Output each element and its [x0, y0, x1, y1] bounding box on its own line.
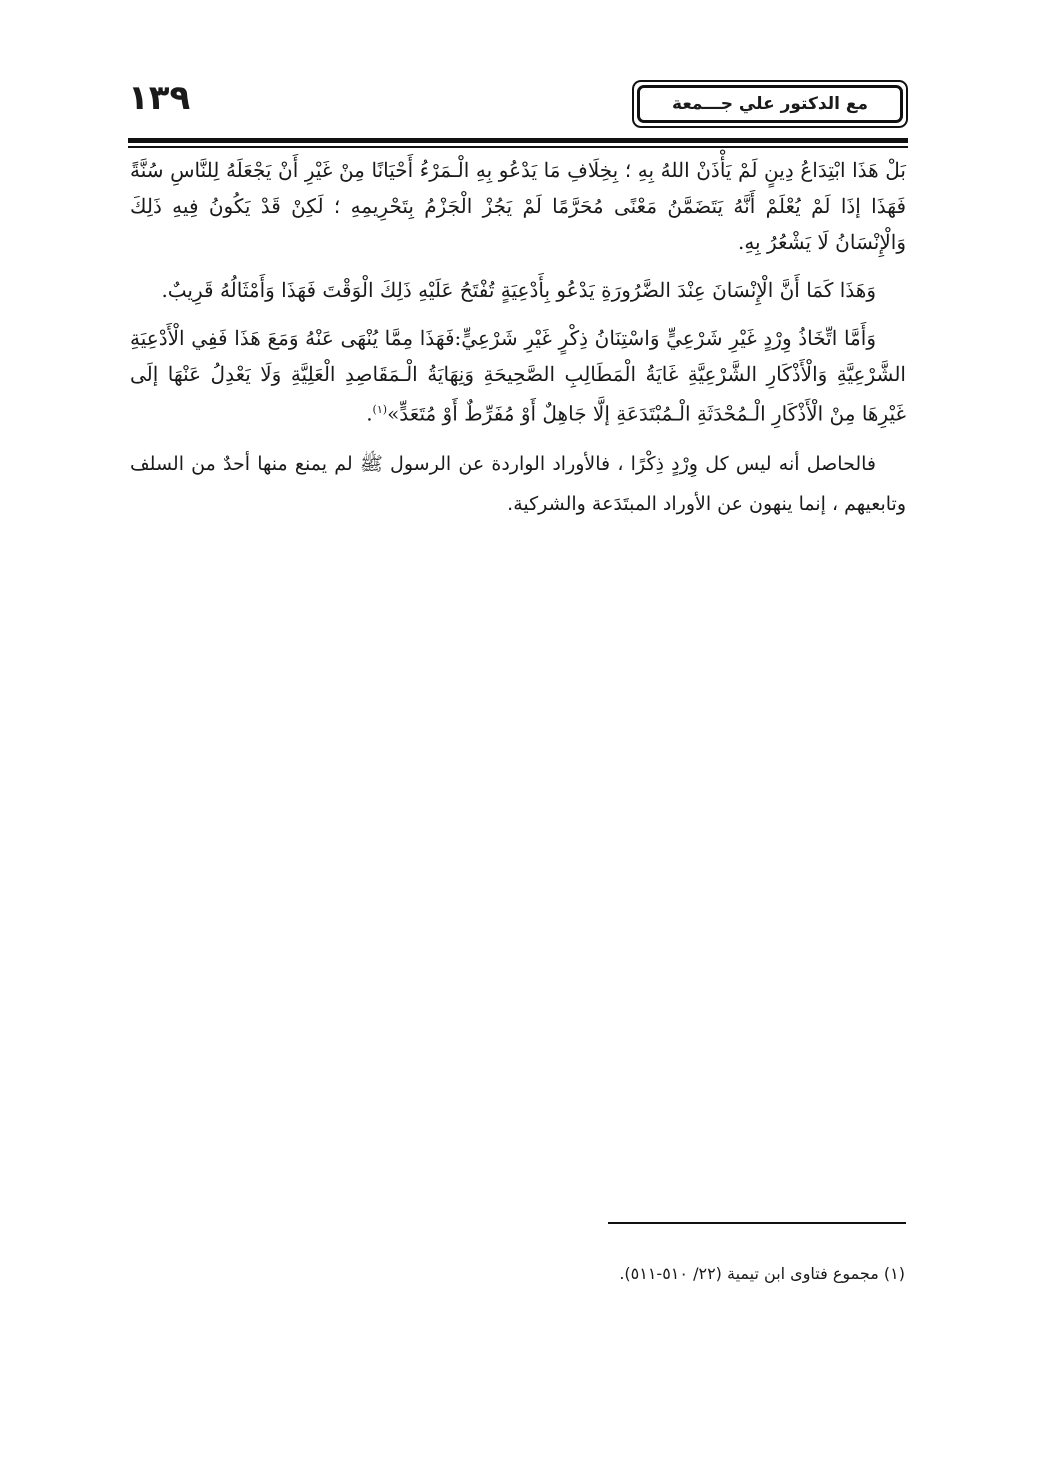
footnote-separator — [608, 1222, 906, 1224]
paragraph-3-text: وَأَمَّا اتِّخَاذُ وِرْدٍ غَيْرِ شَرْعِيٍّ وَاسْتِنَانُ ذِكْرٍ غَيْرِ شَرْعِيٍّ:فَهَذَا مِمَّا يُنْهَى عَنْهُ وَمَعَ هَذَا فَفِي الْأَدْعِيَةِ الشَّرْعِيَّةِ وَالْأَذْكَارِ الشَّرْعِيَّةِ غَايَةُ الْمَطَالِبِ الصَّحِيحَةِ وَنِهَايَةُ الْـمَقَاصِدِ الْعَلِيَّةِ وَلَا يَعْدِلُ عَنْهَا إلَى غَيْرِهَا مِنْ الْأَذْكَارِ الْـمُحْدَثَةِ الْـمُبْتَدَعَةِ إلَّا جَاهِلٌ أَوْ مُفَرِّطٌ أَوْ مُتَعَدٍّ» — [130, 326, 906, 426]
paragraph-3 — [130, 320, 906, 432]
main-text — [130, 152, 906, 536]
footnote-1: (١) مجموع فتاوى ابن تيمية (٢٢/ ٥١٠-٥١١). — [619, 1264, 905, 1283]
header-rule-thin — [128, 146, 908, 148]
paragraph-4: فالحاصل أنه ليس كل وِرْدٍ ذِكْرًا ، فالأوراد الواردة عن الرسول ﷺ لم يمنع منها أحدٌ من السلف وتابعيهم ، إنما ينهون عن الأوراد المبتَدَعة والشركية. — [130, 452, 906, 515]
running-title-frame — [632, 80, 908, 128]
running-title: مع الدكتور علي جـــمعة — [637, 85, 903, 123]
paragraph-1: بَلْ هَذَا ابْتِدَاعُ دِينٍ لَمْ يَأْذَنْ اللهُ بِهِ ؛ بِخِلَافِ مَا يَدْعُو بِهِ الْـمَرْءُ أَحْيَانًا مِنْ غَيْرِ أَنْ يَجْعَلَهُ لِلنَّاسِ سُنَّةً فَهَذَا إذَا لَمْ يُعْلَمْ أَنَّهُ يَتَضَمَّنُ مَعْنًى مُحَرَّمًا لَمْ يَجُزْ الْجَزْمُ بِتَحْرِيمِهِ ؛ لَكِنْ قَدْ يَكُونُ فِيهِ ذَلِكَ وَالْإِنْسَانُ لَا يَشْعُرُ بِهِ. — [130, 158, 906, 254]
header-rule-thick — [128, 138, 908, 143]
page-number: ١٣٩ — [128, 78, 191, 118]
paragraph-3-end-punctuation: . — [366, 401, 373, 426]
paragraph-2: وَهَذَا كَمَا أَنَّ الْإِنْسَانَ عِنْدَ الضَّرُورَةِ يَدْعُو بِأَدْعِيَةٍ تُفْتَحُ عَلَيْهِ ذَلِكَ الْوَقْتَ فَهَذَا وَأَمْثَالُهُ قَرِيبٌ. — [161, 278, 876, 302]
footnote-reference: (١) — [372, 403, 388, 416]
